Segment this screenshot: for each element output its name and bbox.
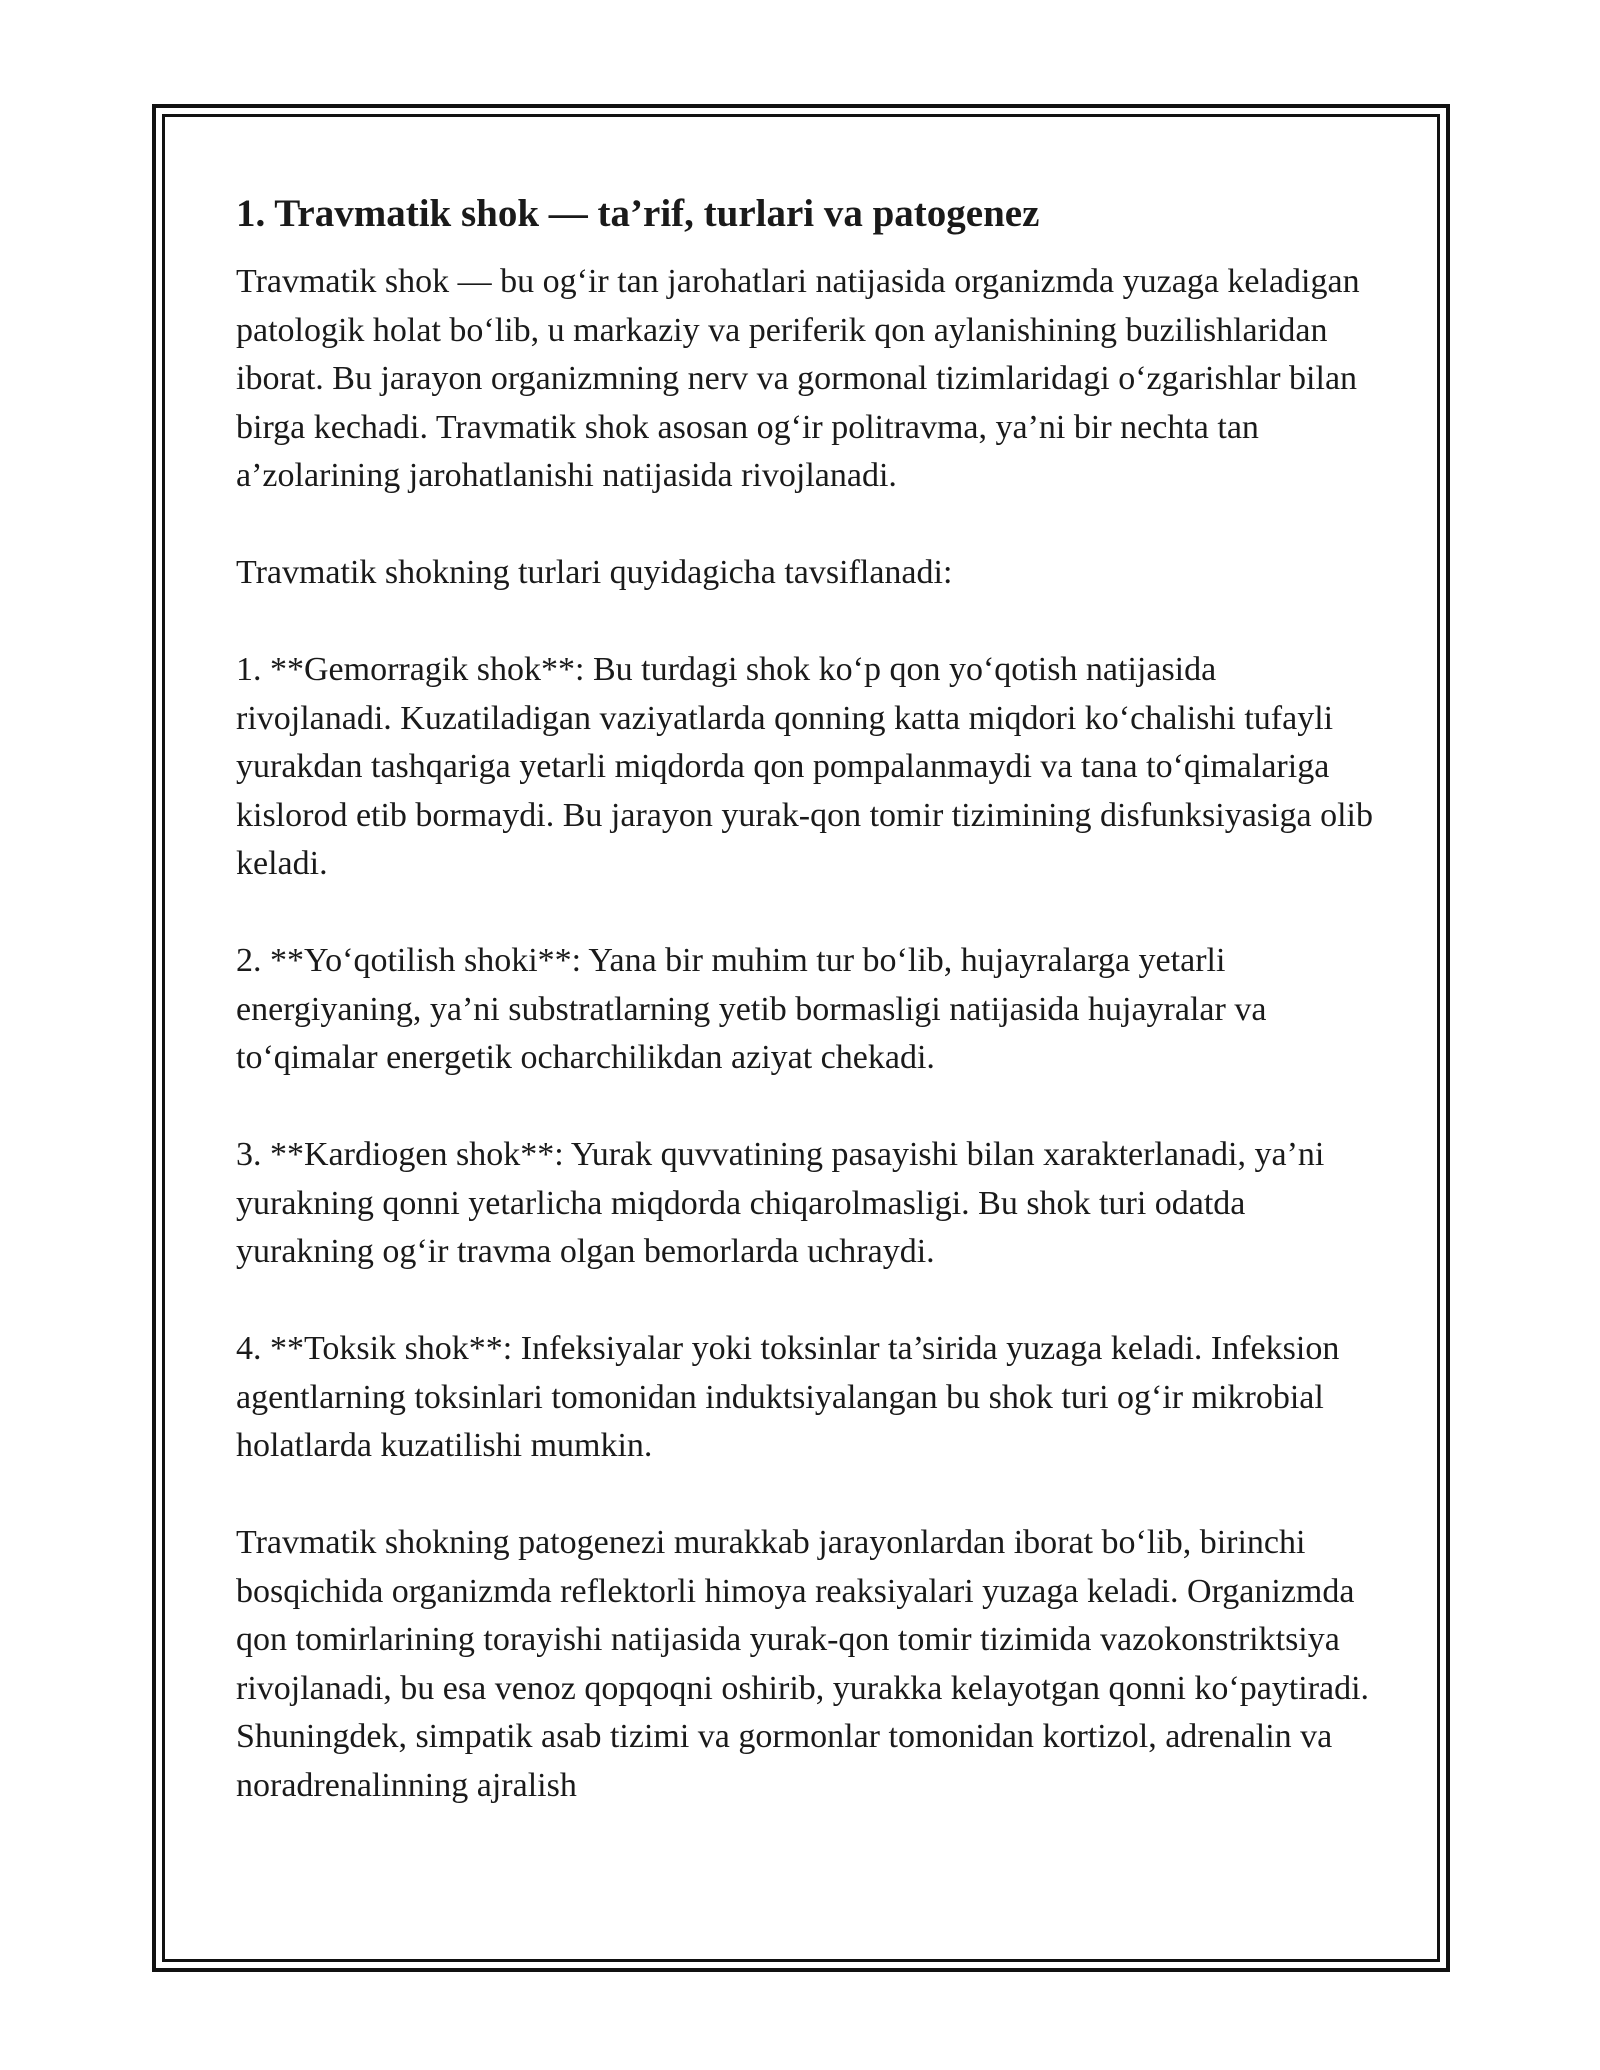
intro-paragraph: Travmatik shok — bu og‘ir tan jarohatlari natijasida organizmda yuzaga keladigan patologik holat bo‘lib, u markaziy va periferik qon aylanishining buzilishlaridan iborat. Bu jarayon organizmning nerv va gormonal tizimlaridagi o‘zgarishlar bilan birga kechadi. Travmatik shok asosan og‘ir politravma, ya’ni bir nechta tan a’zolarining jarohatlanishi natijasida rivojlanadi. xyxy=(236,263,1360,494)
hemorrhagic-shock-paragraph: 1. **Gemorragik shok**: Bu turdagi shok ko‘p qon yo‘qotish natijasida rivojlanadi. Kuzatiladigan vaziyatlarda qonning katta miqdori ko‘chalishi tufayli yurakdan tashqariga yetarli miqdorda qon pompalanmaydi va tana to‘qimalariga kislorod etib bormaydi. Bu jarayon yurak-qon tomir tizimining disfunksiyasiga olib keladi. xyxy=(236,651,1373,882)
toxic-shock-paragraph: 4. **Toksik shok**: Infeksiyalar yoki toksinlar ta’sirida yuzaga keladi. Infeksion agentlarning toksinlari tomonidan induktsiyalangan bu shok turi og‘ir mikrobial holatlarda kuzatilishi mumkin. xyxy=(236,1330,1340,1464)
cardiogenic-shock-paragraph: 3. **Kardiogen shok**: Yurak quvvatining pasayishi bilan xarakterlanadi, ya’ni yurakning qonni yetarlicha miqdorda chiqarolmasligi. Bu shok turi odatda yurakning og‘ir travma olgan bemorlarda uchraydi. xyxy=(236,1136,1325,1270)
pathogenesis-paragraph: Travmatik shokning patogenezi murakkab jarayonlardan iborat bo‘lib, birinchi bosqichida organizmda reflektorli himoya reaksiyalari yuzaga keladi. Organizmda qon tomirlarining torayishi natijasida yurak-qon tomir tizimida vazokonstriktsiya rivojlanadi, bu esa venoz qopqoqni oshirib, yurakka kelayotgan qonni ko‘paytiradi. Shuningdek, simpatik asab tizimi va gormonlar tomonidan kortizol, adrenalin va noradrenalinning ajralish xyxy=(236,1524,1370,1804)
section-heading: 1. Travmatik shok — ta’rif, turlari va patogenez xyxy=(236,192,1040,235)
document-body xyxy=(236,188,1376,1810)
types-intro-paragraph: Travmatik shokning turlari quyidagicha tavsiflanadi: xyxy=(236,554,953,591)
loss-shock-paragraph: 2. **Yo‘qotilish shoki**: Yana bir muhim tur bo‘lib, hujayralarga yetarli energiyaning, ya’ni substratlarning yetib bormasligi natijasida hujayralar va to‘qimalar energetik ocharchilikdan aziyat chekadi. xyxy=(236,942,1267,1076)
